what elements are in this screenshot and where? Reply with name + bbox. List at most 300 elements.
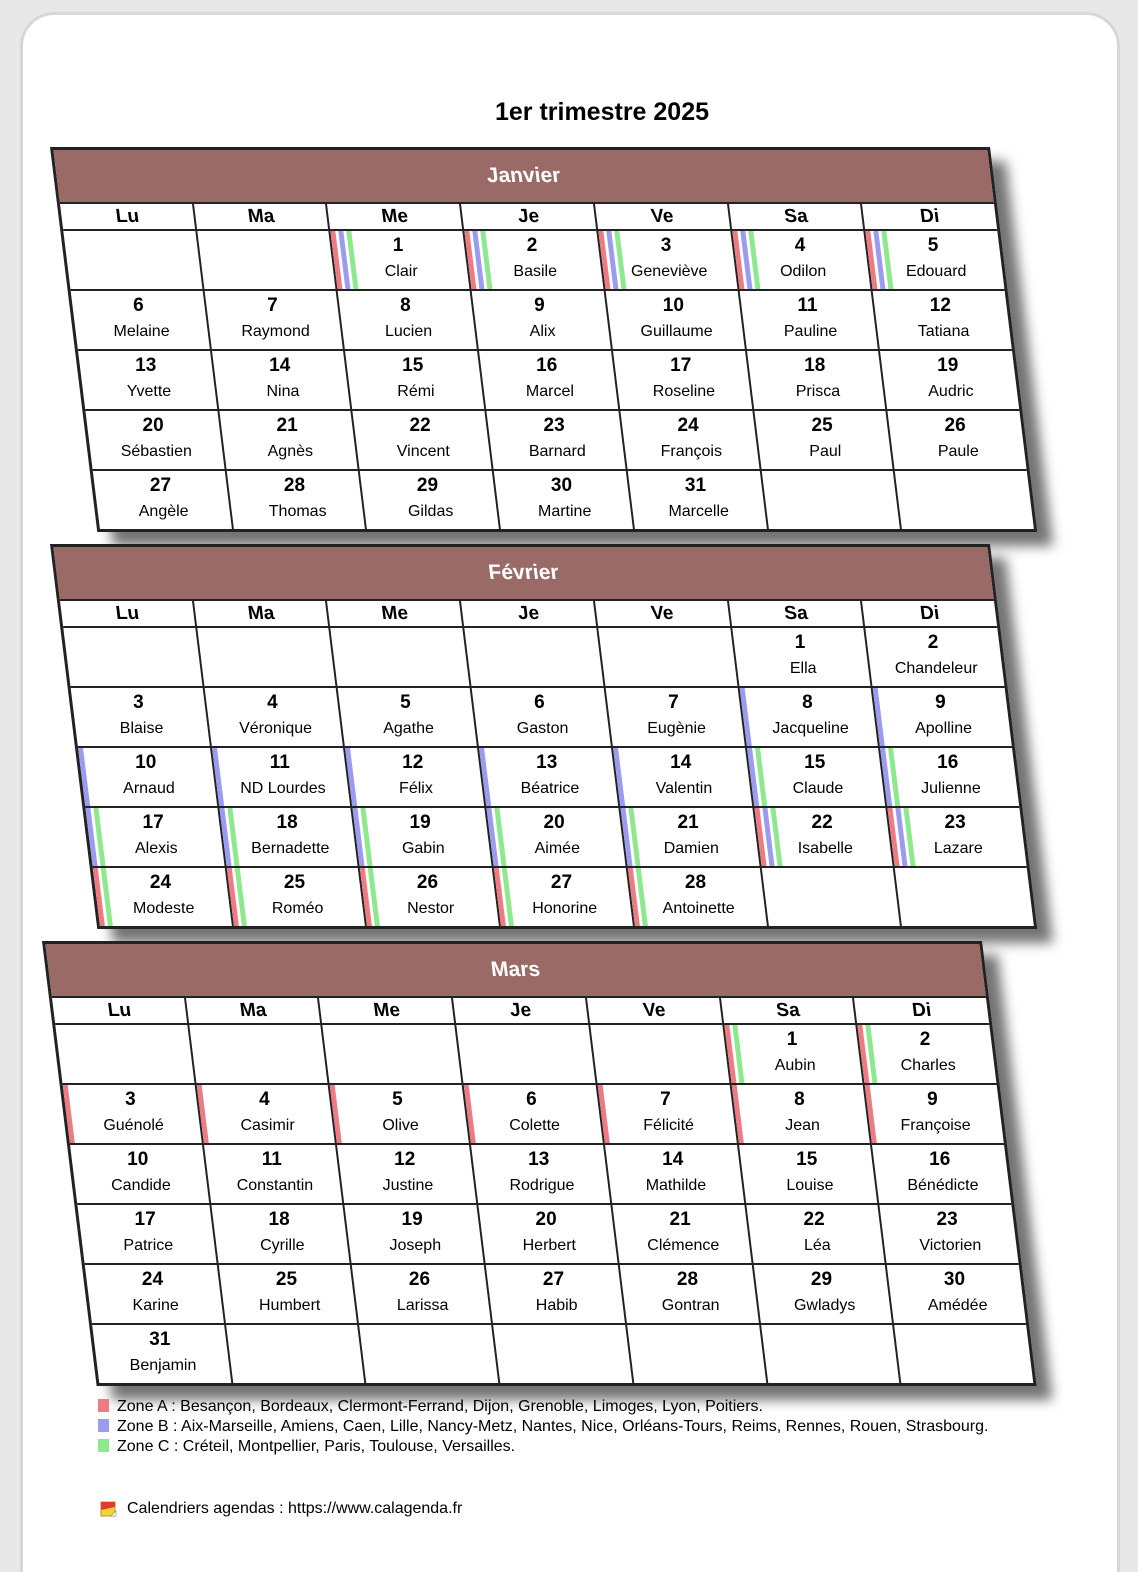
saint-name: Agnès xyxy=(267,443,313,460)
day-cell[interactable] xyxy=(85,808,226,866)
day-number: 1 xyxy=(794,632,805,653)
saint-name: Aimée xyxy=(534,840,581,857)
day-cell[interactable] xyxy=(754,411,895,469)
day-number: 3 xyxy=(133,692,144,713)
day-cell[interactable] xyxy=(479,748,620,806)
week-row xyxy=(78,748,1019,808)
day-number: 4 xyxy=(794,235,805,256)
day-cell[interactable] xyxy=(345,351,486,409)
saint-name: Gildas xyxy=(408,503,454,520)
weekday-label: Me xyxy=(319,998,456,1023)
legend-zone-b xyxy=(98,1417,998,1437)
day-cell[interactable] xyxy=(858,1025,997,1083)
weekday-label: Di xyxy=(910,1000,933,1021)
day-number: 30 xyxy=(551,475,573,496)
day-number: 25 xyxy=(275,1269,297,1290)
empty-day-cell xyxy=(189,1025,330,1083)
day-number: 6 xyxy=(526,1089,537,1110)
day-number: 6 xyxy=(133,295,144,316)
day-cell[interactable] xyxy=(739,1145,880,1203)
saint-name: Edouard xyxy=(906,263,967,280)
week-row xyxy=(63,231,1004,291)
day-number: 8 xyxy=(801,692,813,713)
day-number: 10 xyxy=(127,1149,149,1170)
saint-name: Claude xyxy=(792,780,843,797)
day-cell[interactable] xyxy=(360,471,501,529)
day-number: 29 xyxy=(810,1269,832,1290)
empty-day-cell xyxy=(55,1025,196,1083)
day-cell[interactable] xyxy=(71,291,212,349)
day-cell[interactable] xyxy=(866,628,1005,686)
saint-name: Amédée xyxy=(928,1297,988,1314)
saint-name: Félix xyxy=(399,780,434,797)
day-number: 27 xyxy=(551,872,573,893)
day-number: 1 xyxy=(786,1029,797,1050)
saint-name: Casimir xyxy=(240,1117,295,1134)
weekday-label: Je xyxy=(453,998,590,1023)
saint-name: Joseph xyxy=(389,1237,442,1254)
day-number: 14 xyxy=(268,355,291,376)
day-cell[interactable] xyxy=(464,231,605,289)
day-cell[interactable] xyxy=(620,808,761,866)
day-cell[interactable] xyxy=(92,1325,233,1383)
week-row xyxy=(93,471,1034,529)
legend-zone-c-text: Zone C : Créteil, Montpellier, Paris, Toulouse, Versailles. xyxy=(117,1438,516,1455)
day-cell[interactable] xyxy=(338,291,479,349)
day-cell[interactable] xyxy=(888,808,1027,866)
empty-day-cell xyxy=(456,1025,597,1083)
saint-name: Humbert xyxy=(258,1297,321,1314)
month-name: Février xyxy=(53,547,994,601)
day-cell[interactable] xyxy=(352,1265,493,1323)
day-number: 18 xyxy=(268,1209,290,1230)
day-cell[interactable] xyxy=(628,471,769,529)
day-number: 25 xyxy=(811,415,833,436)
month-name: Janvier xyxy=(53,150,994,204)
day-number: 16 xyxy=(937,752,959,773)
day-cell[interactable] xyxy=(747,351,888,409)
saint-name: Modeste xyxy=(132,900,195,917)
saint-name: Cyrille xyxy=(259,1237,305,1254)
saint-name: Aubin xyxy=(774,1057,816,1074)
saint-name: Damien xyxy=(663,840,719,857)
saint-name: Tatiana xyxy=(918,323,970,340)
saint-name: Apolline xyxy=(915,720,973,737)
day-cell[interactable] xyxy=(219,808,360,866)
saint-name: Alexis xyxy=(134,840,178,857)
day-number: 16 xyxy=(536,355,558,376)
weekday-label: Ve xyxy=(587,998,724,1023)
month-table xyxy=(50,147,1037,532)
day-number: 28 xyxy=(676,1269,698,1290)
saint-name: Barnard xyxy=(528,443,586,460)
week-row xyxy=(85,1265,1026,1325)
day-cell[interactable] xyxy=(747,748,888,806)
saint-name: Agathe xyxy=(383,720,435,737)
day-number: 23 xyxy=(543,415,565,436)
month-table xyxy=(42,941,1037,1386)
day-number: 14 xyxy=(662,1149,684,1170)
saint-name: Habib xyxy=(535,1297,578,1314)
day-cell[interactable] xyxy=(212,351,353,409)
day-cell[interactable] xyxy=(204,291,345,349)
day-number: 2 xyxy=(928,632,939,653)
saint-name: Lazare xyxy=(934,840,984,857)
legend-zone-b-text: Zone B : Aix-Marseille, Amiens, Caen, Lille, Nancy-Metz, Nantes, Nice, Orléans-Tours, Reims, Rennes, Rouen, Strasbourg. xyxy=(117,1418,989,1435)
empty-day-cell xyxy=(197,628,338,686)
day-cell[interactable] xyxy=(78,351,219,409)
weekday-label: Ma xyxy=(194,204,331,229)
saint-name: Blaise xyxy=(119,720,164,737)
day-cell[interactable] xyxy=(888,411,1027,469)
day-cell[interactable] xyxy=(494,868,635,926)
saint-name: Alix xyxy=(529,323,556,340)
day-cell[interactable] xyxy=(78,748,219,806)
saint-name: Paul xyxy=(808,443,841,460)
day-cell[interactable] xyxy=(227,471,368,529)
saint-name: Antoinette xyxy=(662,900,735,917)
day-number: 19 xyxy=(409,812,432,833)
saint-name: Yvette xyxy=(126,383,172,400)
day-cell[interactable] xyxy=(472,688,613,746)
saint-name: Candide xyxy=(111,1177,171,1194)
day-number: 9 xyxy=(927,1089,938,1110)
empty-day-cell xyxy=(197,231,338,289)
day-cell[interactable] xyxy=(93,471,234,529)
weekday-label: Me xyxy=(327,204,464,229)
zone-b-swatch xyxy=(98,1419,109,1432)
day-cell[interactable] xyxy=(353,808,494,866)
saint-name: Félicité xyxy=(643,1117,694,1134)
day-cell[interactable] xyxy=(353,411,494,469)
saint-name: Audric xyxy=(928,383,974,400)
day-cell[interactable] xyxy=(331,231,472,289)
saint-name: Clair xyxy=(385,263,419,280)
legend-zone-a-text: Zone A : Besançon, Bordeaux, Clermont-Ferrand, Dijon, Grenoble, Limoges, Lyon, Poitiers. xyxy=(117,1398,763,1415)
day-number: 24 xyxy=(149,872,172,893)
day-cell[interactable] xyxy=(880,351,1019,409)
day-cell[interactable] xyxy=(85,1265,226,1323)
day-cell[interactable] xyxy=(227,868,368,926)
day-cell[interactable] xyxy=(606,688,747,746)
weekday-label: Di xyxy=(918,603,941,624)
weekday-label: Di xyxy=(918,206,941,227)
day-number: 14 xyxy=(670,752,692,773)
week-row xyxy=(85,411,1026,471)
saint-name: Vincent xyxy=(397,443,451,460)
empty-day-cell xyxy=(761,1325,902,1383)
saint-name: Clémence xyxy=(647,1237,720,1254)
day-cell[interactable] xyxy=(873,291,1012,349)
day-number: 17 xyxy=(142,812,164,833)
day-number: 26 xyxy=(417,872,439,893)
day-cell[interactable] xyxy=(219,1265,360,1323)
day-number: 5 xyxy=(928,235,939,256)
saint-name: Odilon xyxy=(779,263,826,280)
footer-link[interactable]: Calendriers agendas : https://www.calagenda.fr xyxy=(127,1500,463,1517)
day-number: 27 xyxy=(149,475,172,496)
saint-name: Angèle xyxy=(138,503,189,520)
empty-day-cell xyxy=(493,1325,634,1383)
day-cell[interactable] xyxy=(93,868,234,926)
day-number: 11 xyxy=(796,295,818,316)
day-cell[interactable] xyxy=(628,868,769,926)
day-number: 5 xyxy=(400,692,412,713)
day-cell[interactable] xyxy=(464,1085,605,1143)
weekday-label: Ve xyxy=(595,204,732,229)
saint-name: Justine xyxy=(383,1177,434,1194)
day-number: 21 xyxy=(276,415,298,436)
day-cell[interactable] xyxy=(204,688,345,746)
saint-name: François xyxy=(660,443,722,460)
day-number: 20 xyxy=(142,415,164,436)
day-number: 26 xyxy=(944,415,966,436)
day-number: 11 xyxy=(269,752,290,773)
day-number: 24 xyxy=(141,1269,164,1290)
day-number: 10 xyxy=(135,752,157,773)
day-number: 13 xyxy=(135,355,157,376)
day-cell[interactable] xyxy=(479,1205,620,1263)
empty-day-cell xyxy=(761,471,902,529)
saint-name: Gontran xyxy=(661,1297,720,1314)
day-cell[interactable] xyxy=(598,231,739,289)
week-row xyxy=(63,1085,1004,1145)
day-cell[interactable] xyxy=(494,471,635,529)
day-cell[interactable] xyxy=(739,291,880,349)
day-cell[interactable] xyxy=(472,291,613,349)
day-number: 24 xyxy=(677,415,699,436)
zone-c-swatch xyxy=(98,1439,109,1452)
day-cell[interactable] xyxy=(880,1205,1019,1263)
zone-a-swatch xyxy=(98,1399,109,1412)
saint-name: ND Lourdes xyxy=(239,780,326,797)
day-cell[interactable] xyxy=(866,231,1005,289)
saint-name: Chandeleur xyxy=(895,660,978,677)
saint-name: Patrice xyxy=(123,1237,174,1254)
weekday-label: Sa xyxy=(721,998,858,1023)
day-cell[interactable] xyxy=(487,808,628,866)
day-cell[interactable] xyxy=(872,1145,1011,1203)
weekday-label: Je xyxy=(461,601,598,626)
day-cell[interactable] xyxy=(732,628,873,686)
saint-name: Eugènie xyxy=(647,720,706,737)
day-cell[interactable] xyxy=(71,688,212,746)
legend-zone-a xyxy=(98,1397,998,1417)
day-number: 3 xyxy=(660,235,672,256)
saint-name: Roseline xyxy=(652,383,715,400)
saint-name: Isabelle xyxy=(797,840,853,857)
saint-name: Bernadette xyxy=(250,840,330,857)
day-number: 29 xyxy=(417,475,439,496)
day-number: 22 xyxy=(409,415,432,436)
saint-name: Prisca xyxy=(795,383,840,400)
empty-day-cell xyxy=(590,1025,731,1083)
weekday-header-row xyxy=(52,998,989,1025)
day-cell[interactable] xyxy=(486,1265,627,1323)
saint-name: Thomas xyxy=(268,503,327,520)
weekday-label: Sa xyxy=(729,204,866,229)
day-cell[interactable] xyxy=(338,688,479,746)
saint-name: Rodrigue xyxy=(509,1177,575,1194)
day-number: 15 xyxy=(402,355,424,376)
calendar-logo-icon xyxy=(100,1500,118,1518)
empty-day-cell xyxy=(226,1325,367,1383)
day-number: 7 xyxy=(266,295,278,316)
saint-name: Herbert xyxy=(522,1237,577,1254)
day-cell[interactable] xyxy=(746,1205,887,1263)
day-cell[interactable] xyxy=(606,291,747,349)
day-number: 10 xyxy=(662,295,684,316)
day-number: 15 xyxy=(795,1149,817,1170)
zone-legend xyxy=(98,1397,998,1457)
empty-day-cell xyxy=(895,471,1034,529)
day-cell[interactable] xyxy=(880,748,1019,806)
weekday-label: Me xyxy=(327,601,464,626)
week-row xyxy=(71,291,1012,351)
saint-name: Constantin xyxy=(236,1177,313,1194)
day-number: 23 xyxy=(944,812,966,833)
day-number: 22 xyxy=(803,1209,825,1230)
day-number: 20 xyxy=(535,1209,557,1230)
day-number: 9 xyxy=(935,692,946,713)
day-cell[interactable] xyxy=(605,1145,746,1203)
day-number: 27 xyxy=(543,1269,565,1290)
saint-name: Léa xyxy=(803,1237,831,1254)
day-cell[interactable] xyxy=(620,1265,761,1323)
day-number: 16 xyxy=(929,1149,951,1170)
day-cell[interactable] xyxy=(724,1025,865,1083)
weekday-header-row xyxy=(60,601,997,628)
day-cell[interactable] xyxy=(196,1085,337,1143)
empty-day-cell xyxy=(894,1325,1033,1383)
month-block-mars xyxy=(42,941,988,1386)
footer xyxy=(100,1500,462,1518)
saint-name: Gaston xyxy=(516,720,569,737)
empty-day-cell xyxy=(63,628,204,686)
day-number: 4 xyxy=(266,692,278,713)
day-cell[interactable] xyxy=(360,868,501,926)
day-cell[interactable] xyxy=(612,1205,753,1263)
day-number: 17 xyxy=(134,1209,156,1230)
saint-name: Gabin xyxy=(402,840,446,857)
day-number: 28 xyxy=(283,475,305,496)
saint-name: Jean xyxy=(784,1117,820,1134)
saint-name: Bénédicte xyxy=(907,1177,979,1194)
day-number: 9 xyxy=(534,295,545,316)
saint-name: Melaine xyxy=(113,323,170,340)
day-cell[interactable] xyxy=(731,1085,872,1143)
week-row xyxy=(85,808,1026,868)
day-number: 2 xyxy=(526,235,538,256)
week-row xyxy=(77,1205,1018,1265)
day-cell[interactable] xyxy=(337,1145,478,1203)
saint-name: Guillaume xyxy=(640,323,713,340)
day-cell[interactable] xyxy=(212,748,353,806)
day-cell[interactable] xyxy=(754,808,895,866)
saint-name: Véronique xyxy=(238,720,312,737)
weekday-label: Ma xyxy=(186,998,323,1023)
day-cell[interactable] xyxy=(479,351,620,409)
saint-name: Benjamin xyxy=(129,1357,197,1374)
day-cell[interactable] xyxy=(70,1145,211,1203)
saint-name: Colette xyxy=(509,1117,561,1134)
empty-day-cell xyxy=(464,628,605,686)
saint-name: Arnaud xyxy=(123,780,175,797)
week-row xyxy=(78,351,1019,411)
saint-name: Honorine xyxy=(532,900,598,917)
saint-name: Raymond xyxy=(241,323,310,340)
day-cell[interactable] xyxy=(77,1205,218,1263)
day-cell[interactable] xyxy=(330,1085,471,1143)
day-cell[interactable] xyxy=(345,748,486,806)
day-cell[interactable] xyxy=(487,411,628,469)
day-number: 21 xyxy=(677,812,699,833)
saint-name: Valentin xyxy=(655,780,713,797)
day-cell[interactable] xyxy=(873,688,1012,746)
day-cell[interactable] xyxy=(753,1265,894,1323)
empty-day-cell xyxy=(63,231,204,289)
saint-name: Pauline xyxy=(783,323,837,340)
day-number: 31 xyxy=(149,1329,171,1350)
day-number: 12 xyxy=(930,295,952,316)
day-cell[interactable] xyxy=(63,1085,204,1143)
weekday-label: Sa xyxy=(729,601,866,626)
weekday-label: Lu xyxy=(60,601,197,626)
saint-name: Victorien xyxy=(919,1237,982,1254)
day-cell[interactable] xyxy=(613,748,754,806)
saint-name: Martine xyxy=(538,503,592,520)
day-number: 30 xyxy=(944,1269,966,1290)
day-cell[interactable] xyxy=(613,351,754,409)
week-row xyxy=(93,868,1034,926)
day-cell[interactable] xyxy=(345,1205,486,1263)
saint-name: Sébastien xyxy=(120,443,192,460)
saint-name: Roméo xyxy=(271,900,324,917)
saint-name: Mathilde xyxy=(645,1177,707,1194)
day-cell[interactable] xyxy=(211,1205,352,1263)
saint-name: Marcelle xyxy=(668,503,729,520)
day-number: 6 xyxy=(534,692,545,713)
week-row xyxy=(63,628,1004,688)
saint-name: Rémi xyxy=(397,383,436,400)
empty-day-cell xyxy=(627,1325,768,1383)
day-cell[interactable] xyxy=(620,411,761,469)
day-cell[interactable] xyxy=(85,411,226,469)
day-number: 19 xyxy=(937,355,959,376)
day-number: 11 xyxy=(261,1149,282,1170)
empty-day-cell xyxy=(761,868,902,926)
saint-name: Françoise xyxy=(900,1117,972,1134)
saint-name: Nina xyxy=(266,383,300,400)
day-number: 5 xyxy=(392,1089,404,1110)
day-number: 12 xyxy=(394,1149,416,1170)
day-cell[interactable] xyxy=(739,688,880,746)
day-cell[interactable] xyxy=(865,1085,1004,1143)
day-cell[interactable] xyxy=(598,1085,739,1143)
month-block-fevrier xyxy=(50,544,990,929)
day-number: 23 xyxy=(936,1209,958,1230)
day-number: 13 xyxy=(536,752,558,773)
day-cell[interactable] xyxy=(204,1145,345,1203)
saint-name: Nestor xyxy=(407,900,455,917)
month-name: Mars xyxy=(45,944,986,998)
day-cell[interactable] xyxy=(219,411,360,469)
day-number: 8 xyxy=(793,1089,805,1110)
day-cell[interactable] xyxy=(887,1265,1026,1323)
day-cell[interactable] xyxy=(471,1145,612,1203)
empty-day-cell xyxy=(895,868,1034,926)
day-cell[interactable] xyxy=(732,231,873,289)
